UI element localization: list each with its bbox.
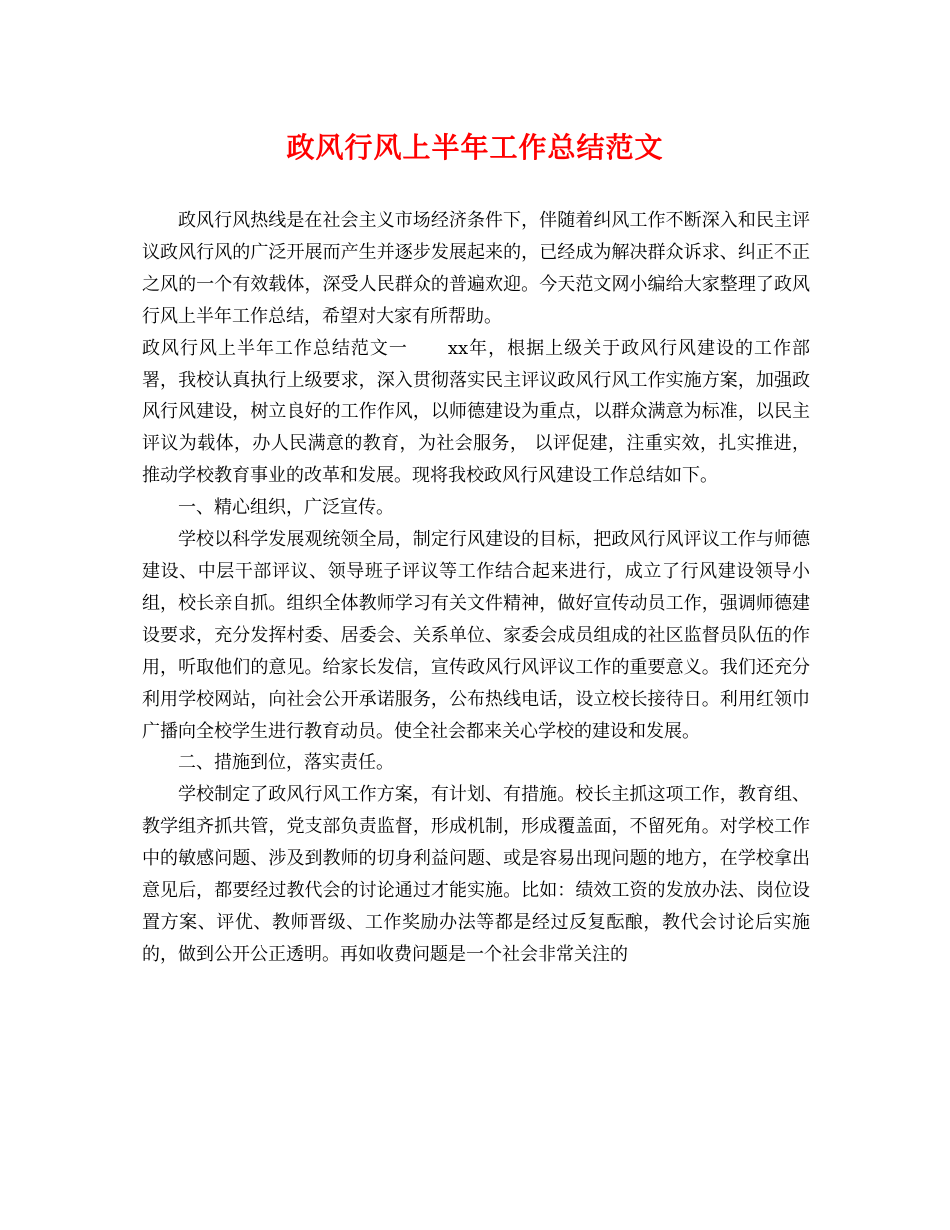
document-body [142,205,810,971]
point-one-heading: 一、精心组织，广泛宣传。 [178,497,394,519]
intro-paragraph: 政风行风热线是在社会主义市场经济条件下，伴随着纠风工作不断深入和民主评议政风行风的广泛开展而产生并逐步发展起来的，已经成为解决群众诉求、纠正不正之风的一个有效载体，深受人民群众的普遍欢迎。今天范文网小编给大家整理了政风行风上半年工作总结，希望对大家有所帮助。 [142,210,810,327]
point-two-paragraph: 学校制定了政风行风工作方案，有计划、有措施。校长主抓这项工作，教育组、教学组齐抓共管，党支部负责监督，形成机制，形成覆盖面，不留死角。对学校工作中的敏感问题、涉及到教师的切身利益问题、或是容易出现问题的地方，在学校拿出意见后，都要经过教代会的讨论通过才能实施。比如：绩效工资的发放办法、岗位设置方案、评优、教师晋级、工作奖励办法等都是经过反复酝酿，教代会讨论后实施的，做到公开公正透明。再如收费问题是一个社会非常关注的 [142,784,810,965]
section-one-paragraph [142,333,810,493]
section-one-heading: 政风行风上半年工作总结范文一 [142,337,408,359]
section-one-text: xx年，根据上级关于政风行风建设的工作部署，我校认真执行上级要求，深入贯彻落实民主评议政风行风工作实施方案，加强政风行风建设，树立良好的工作作风，以师德建设为重点，以群众满意为标准，以民主评议为载体，办人民满意的教育，为社会服务， 以评促建，注重实效，扎实推进，推动学校教育事业的改革和发展。现将我校政风行风建设工作总结如下。 [142,337,811,487]
point-one-paragraph: 学校以科学发展观统领全局，制定行风建设的目标，把政风行风评议工作与师德建设、中层干部评议、领导班子评议等工作结合起来进行，成立了行风建设领导小组，校长亲自抓。组织全体教师学习有关文件精神，做好宣传动员工作，强调师德建设要求，充分发挥村委、居委会、关系单位、家委会成员组成的社区监督员队伍的作用，听取他们的意见。给家长发信，宣传政风行风评议工作的重要意义。我们还充分利用学校网站，向社会公开承诺服务，公布热线电话，设立校长接待日。利用红领巾广播向全校学生进行教育动员。使全社会都来关心学校的建设和发展。 [142,529,810,742]
point-two-heading: 二、措施到位，落实责任。 [178,752,394,774]
document-title: 政风行风上半年工作总结范文 [286,131,664,164]
